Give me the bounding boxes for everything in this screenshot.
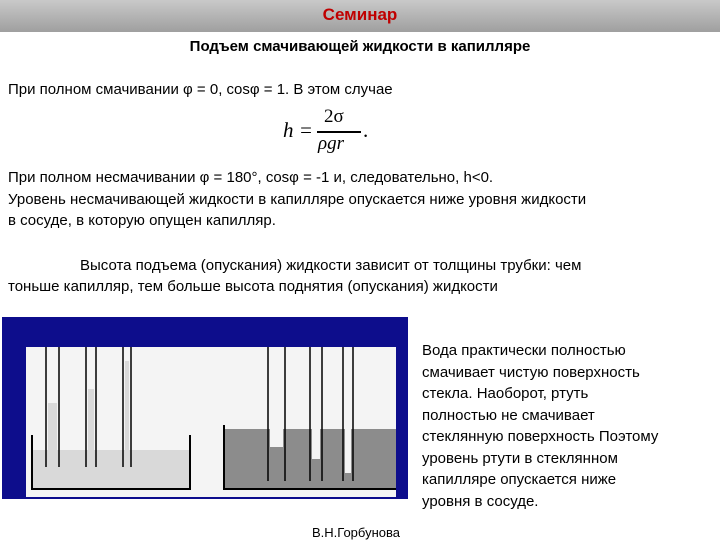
water-column-narrow-tube (125, 361, 129, 450)
figure-caption (422, 340, 658, 512)
water-in-vessel (32, 450, 190, 488)
water-column-wide-tube (48, 403, 57, 450)
caption-line: Вода практически полностью (422, 342, 626, 359)
caption-line: уровня в сосуде. (422, 492, 539, 510)
slide-title: Семинар (322, 5, 398, 24)
caption-line: капилляре опускается ниже (422, 471, 617, 488)
paragraph-tube-thickness-line-2: тоньше капилляр, тем больше высота поднятия (опускания) жидкости (8, 278, 498, 295)
water-column-medium-tube (88, 389, 94, 450)
capillary-illustration (2, 317, 408, 499)
caption-line: полностью не смачивает (422, 406, 595, 424)
caption-line: стеклянную поверхность Поэтому (422, 428, 659, 445)
mercury-depression-narrow-tube (345, 429, 351, 473)
caption-line: стекла. Наоборот, ртуть (422, 385, 589, 402)
author-credit: В.Н.Горбунова (312, 525, 400, 540)
mercury-depression-wide-tube (270, 429, 283, 447)
caption-line: уровень ртути в стеклянном (422, 449, 618, 467)
formula-denominator: ρgr (318, 133, 345, 154)
caption-line: смачивает чистую поверхность (422, 363, 640, 381)
paragraph-tube-thickness-line-1: Высота подъема (опускания) жидкости зависит от толщины трубки: чем (80, 257, 582, 274)
formula-numerator: 2σ (324, 106, 344, 127)
capillary-height-formula (283, 104, 373, 156)
slide-subtitle: Подъем смачивающей жидкости в капилляре (189, 38, 531, 55)
formula-lhs: h = (283, 118, 313, 142)
paragraph-full-wetting: При полном смачивании φ = 0, cosφ = 1. В этом случае (8, 81, 393, 98)
mercury-depression-medium-tube (312, 429, 320, 459)
paragraph-non-wetting-line-1: При полном несмачивании φ = 180°, cosφ = -1 и, следовательно, h<0. (8, 169, 494, 186)
paragraph-non-wetting-line-2: Уровень несмачивающей жидкости в капилляре опускается ниже уровня жидкости (8, 191, 587, 208)
formula-trail: . (363, 118, 369, 142)
paragraph-non-wetting-line-3: в сосуде, в которую опущен капилляр. (8, 212, 276, 229)
